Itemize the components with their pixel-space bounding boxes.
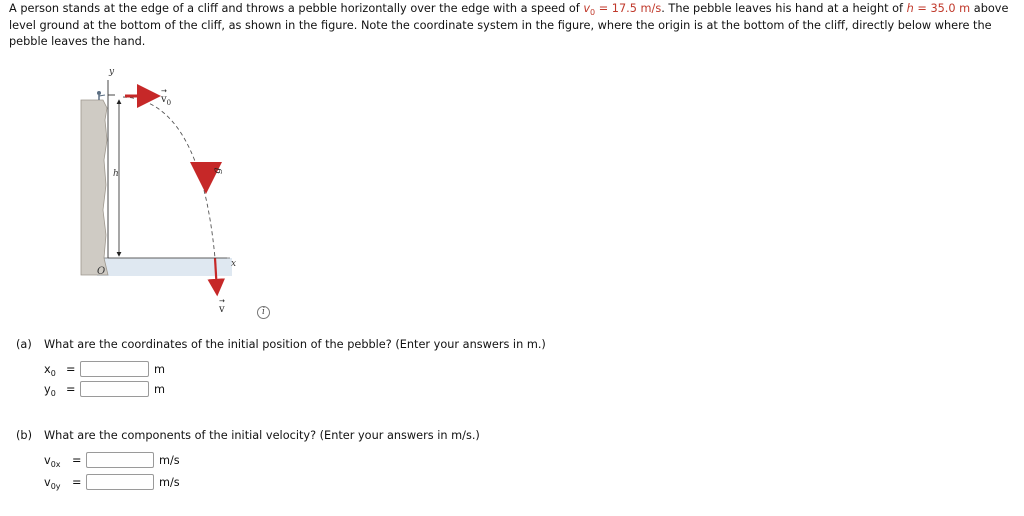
part-b-text: What are the components of the initial velocity? (Enter your answers in m/s.) bbox=[44, 429, 480, 442]
problem-text-1: A person stands at the edge of a cliff and throws a pebble horizontally over the edge with a speed of bbox=[9, 2, 584, 15]
v-arrow-glyph: → bbox=[219, 297, 225, 305]
x0-symbol: x bbox=[44, 363, 51, 376]
h-given bbox=[907, 2, 971, 15]
v0x-symbol: v bbox=[44, 454, 51, 467]
part-a-text: What are the coordinates of the initial position of the pebble? (Enter your answers in m.) bbox=[44, 338, 546, 351]
v0y-equals: = bbox=[72, 476, 82, 489]
v0y-symbol: v bbox=[44, 476, 51, 489]
y0-subscript: 0 bbox=[50, 389, 56, 398]
cliff bbox=[81, 100, 108, 275]
person-icon bbox=[97, 91, 105, 100]
y0-label bbox=[44, 383, 56, 396]
info-icon[interactable]: i bbox=[257, 306, 270, 319]
v0-fig-sub: 0 bbox=[166, 99, 172, 107]
equals-2: = bbox=[913, 2, 931, 15]
part-b-label: (b) bbox=[16, 429, 32, 442]
x0-equals: = bbox=[66, 363, 76, 376]
y-axis-label: y bbox=[109, 67, 115, 77]
v0-value: 17.5 m/s bbox=[611, 2, 662, 15]
part-b-question bbox=[16, 429, 480, 442]
y0-symbol: y bbox=[44, 383, 51, 396]
v0-label bbox=[160, 94, 171, 107]
ground bbox=[97, 258, 232, 276]
v0y-unit: m/s bbox=[159, 476, 180, 489]
part-a-question bbox=[16, 338, 546, 351]
v0y-input[interactable] bbox=[86, 474, 154, 490]
origin-label: O bbox=[97, 266, 106, 277]
y0-input[interactable] bbox=[80, 381, 149, 397]
part-a-label: (a) bbox=[16, 338, 32, 351]
y0-equals: = bbox=[66, 383, 76, 396]
v0x-equals: = bbox=[72, 454, 82, 467]
v0-given bbox=[583, 2, 661, 15]
cliff-figure bbox=[75, 60, 275, 322]
v0y-label bbox=[44, 476, 61, 489]
h-symbol: h bbox=[906, 2, 914, 15]
v0-fig-symbol: v bbox=[161, 94, 167, 105]
x0-unit: m bbox=[154, 363, 166, 376]
v0y-subscript: 0y bbox=[50, 482, 61, 491]
x0-input[interactable] bbox=[80, 361, 149, 377]
v0-arrow-glyph: → bbox=[161, 87, 167, 95]
v0x-subscript: 0x bbox=[50, 460, 61, 469]
h-label: h bbox=[113, 169, 119, 179]
v-label: v bbox=[219, 304, 225, 315]
v0-symbol: v bbox=[583, 2, 591, 15]
problem-statement bbox=[9, 1, 1017, 51]
problem-text-2: . The pebble leaves his hand at a height of bbox=[661, 2, 907, 15]
g-label: g bbox=[212, 167, 223, 174]
v0x-label bbox=[44, 454, 61, 467]
problem-text-3: above level ground at the bottom of the cliff, as shown in the figure. Note the coordinate system in the figure, where the origin is at the bottom of the cliff, directly below where the pebble leaves the hand. bbox=[9, 2, 1009, 48]
trajectory bbox=[123, 97, 215, 258]
v0x-input[interactable] bbox=[86, 452, 154, 468]
y0-unit: m bbox=[154, 383, 166, 396]
h-value: 35.0 m bbox=[930, 2, 971, 15]
x0-label bbox=[44, 363, 56, 376]
v0-subscript: 0 bbox=[590, 8, 596, 17]
x-axis-label: x bbox=[231, 259, 237, 269]
v0x-unit: m/s bbox=[159, 454, 180, 467]
equals-1: = bbox=[595, 2, 612, 15]
x0-subscript: 0 bbox=[50, 369, 56, 378]
